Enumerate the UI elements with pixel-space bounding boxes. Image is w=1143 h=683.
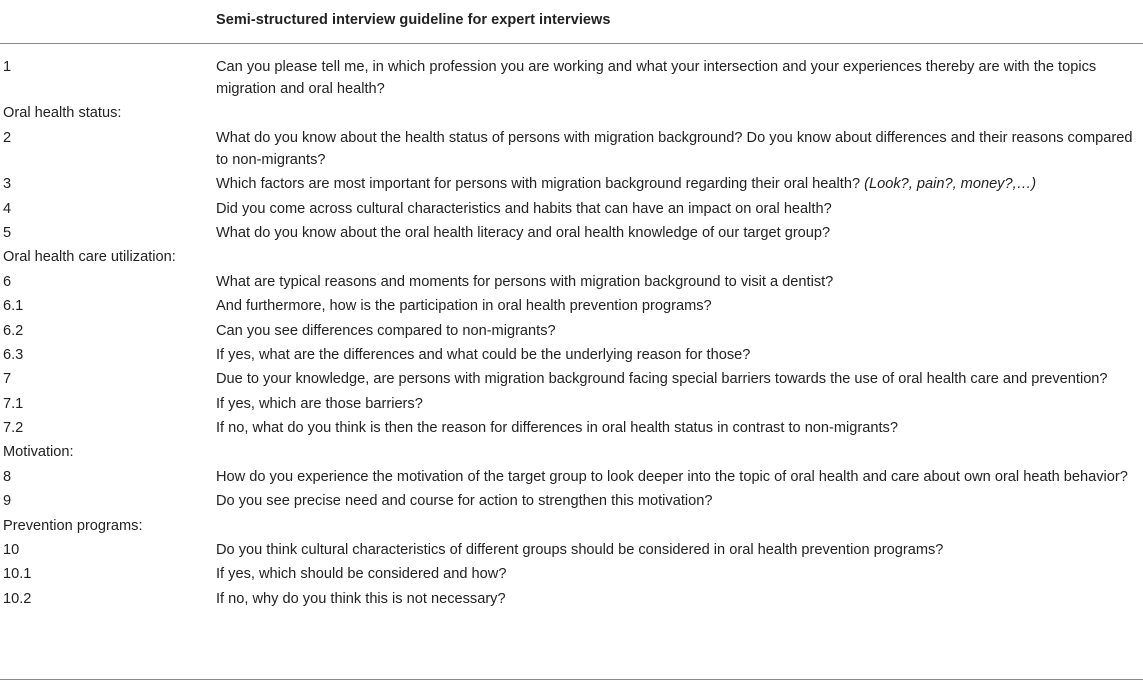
question-row (0, 222, 1143, 244)
question-text-cell (216, 295, 1143, 317)
question-text: If yes, what are the differences and what could be the underlying reason for those? (216, 346, 751, 363)
table-header (0, 0, 1143, 44)
question-number: 2 (3, 129, 12, 146)
section-row (0, 441, 1143, 463)
question-text: If no, what do you think is then the reason for differences in oral health status in contrast to non-migrants? (216, 420, 898, 437)
question-text: If yes, which are those barriers? (216, 395, 423, 412)
question-text: If yes, which should be considered and how? (216, 566, 507, 583)
question-row (0, 295, 1143, 317)
question-text: What are typical reasons and moments for persons with migration background to visit a dentist? (216, 273, 834, 290)
question-text: Due to your knowledge, are persons with migration background facing special barriers towards the use of oral health care and prevention? (216, 371, 1108, 388)
question-number: 3 (3, 176, 12, 193)
table-title: Semi-structured interview guideline for expert interviews (216, 12, 611, 28)
question-text: What do you know about the health status of persons with migration background? Do you know about differences and their reasons compared to non-migrants? (216, 129, 1133, 168)
question-text: What do you know about the oral health literacy and oral health knowledge of our target group? (216, 224, 831, 241)
question-row (0, 173, 1143, 195)
question-number: 10.2 (3, 590, 32, 607)
question-number: 1 (3, 59, 12, 75)
question-text: And furthermore, how is the participation in oral health prevention programs? (216, 298, 712, 315)
question-text: If no, why do you think this is not necessary? (216, 590, 506, 607)
question-text-cell (216, 490, 1143, 512)
question-text-cell (216, 563, 1143, 585)
section-row (0, 515, 1143, 537)
question-text-cell (216, 56, 1143, 100)
question-number: 7 (3, 371, 12, 388)
section-label: Oral health care utilization: (3, 249, 176, 266)
question-row (0, 539, 1143, 561)
question-text-cell (216, 539, 1143, 561)
question-row (0, 417, 1143, 439)
question-row (0, 563, 1143, 585)
section-label: Oral health status: (3, 105, 122, 122)
question-text-cell (216, 320, 1143, 342)
question-text: Did you come across cultural characteristics and habits that can have an impact on oral health? (216, 200, 832, 217)
question-text: Which factors are most important for persons with migration background regarding their oral health? (216, 176, 865, 193)
question-row (0, 466, 1143, 488)
question-text-cell (216, 198, 1143, 220)
question-number: 10 (3, 542, 20, 559)
question-number: 7.1 (3, 395, 24, 412)
question-text-cell (216, 417, 1143, 439)
section-row (0, 102, 1143, 124)
question-number: 6 (3, 273, 12, 290)
bottom-rule (0, 679, 1143, 680)
question-examples: (Look?, pain?, money?,…) (864, 176, 1037, 193)
question-number: 6.3 (3, 346, 24, 363)
question-text: How do you experience the motivation of the target group to look deeper into the topic of oral health and care about own oral heath behavior? (216, 468, 1128, 485)
question-number: 6.2 (3, 322, 24, 339)
question-text-cell (216, 368, 1143, 390)
question-text-cell (216, 222, 1143, 244)
question-row (0, 56, 1143, 100)
question-number: 4 (3, 200, 12, 217)
question-row (0, 127, 1143, 171)
question-row (0, 588, 1143, 610)
table-body (0, 44, 1143, 610)
question-number: 8 (3, 468, 12, 485)
question-text: Can you please tell me, in which profession you are working and what your intersection and your experiences thereby are with the topics migration and oral health? (216, 59, 1097, 97)
question-number: 6.1 (3, 298, 24, 315)
section-row (0, 246, 1143, 268)
question-text: Do you see precise need and course for action to strengthen this motivation? (216, 493, 713, 510)
question-row (0, 368, 1143, 390)
question-row (0, 344, 1143, 366)
question-row (0, 393, 1143, 415)
question-text-cell (216, 127, 1143, 171)
section-label: Prevention programs: (3, 517, 143, 534)
question-row (0, 271, 1143, 293)
question-number: 9 (3, 493, 12, 510)
question-number: 7.2 (3, 420, 24, 437)
question-text-cell (216, 588, 1143, 610)
question-text-cell (216, 393, 1143, 415)
question-text-cell (216, 271, 1143, 293)
section-label: Motivation: (3, 444, 74, 461)
question-text-cell (216, 173, 1143, 195)
question-number: 10.1 (3, 566, 32, 583)
question-row (0, 198, 1143, 220)
question-row (0, 490, 1143, 512)
question-number: 5 (3, 224, 12, 241)
question-text: Do you think cultural characteristics of different groups should be considered in oral health prevention programs? (216, 542, 944, 559)
question-text: Can you see differences compared to non-migrants? (216, 322, 556, 339)
question-text-cell (216, 466, 1143, 488)
question-text-cell (216, 344, 1143, 366)
question-row (0, 320, 1143, 342)
